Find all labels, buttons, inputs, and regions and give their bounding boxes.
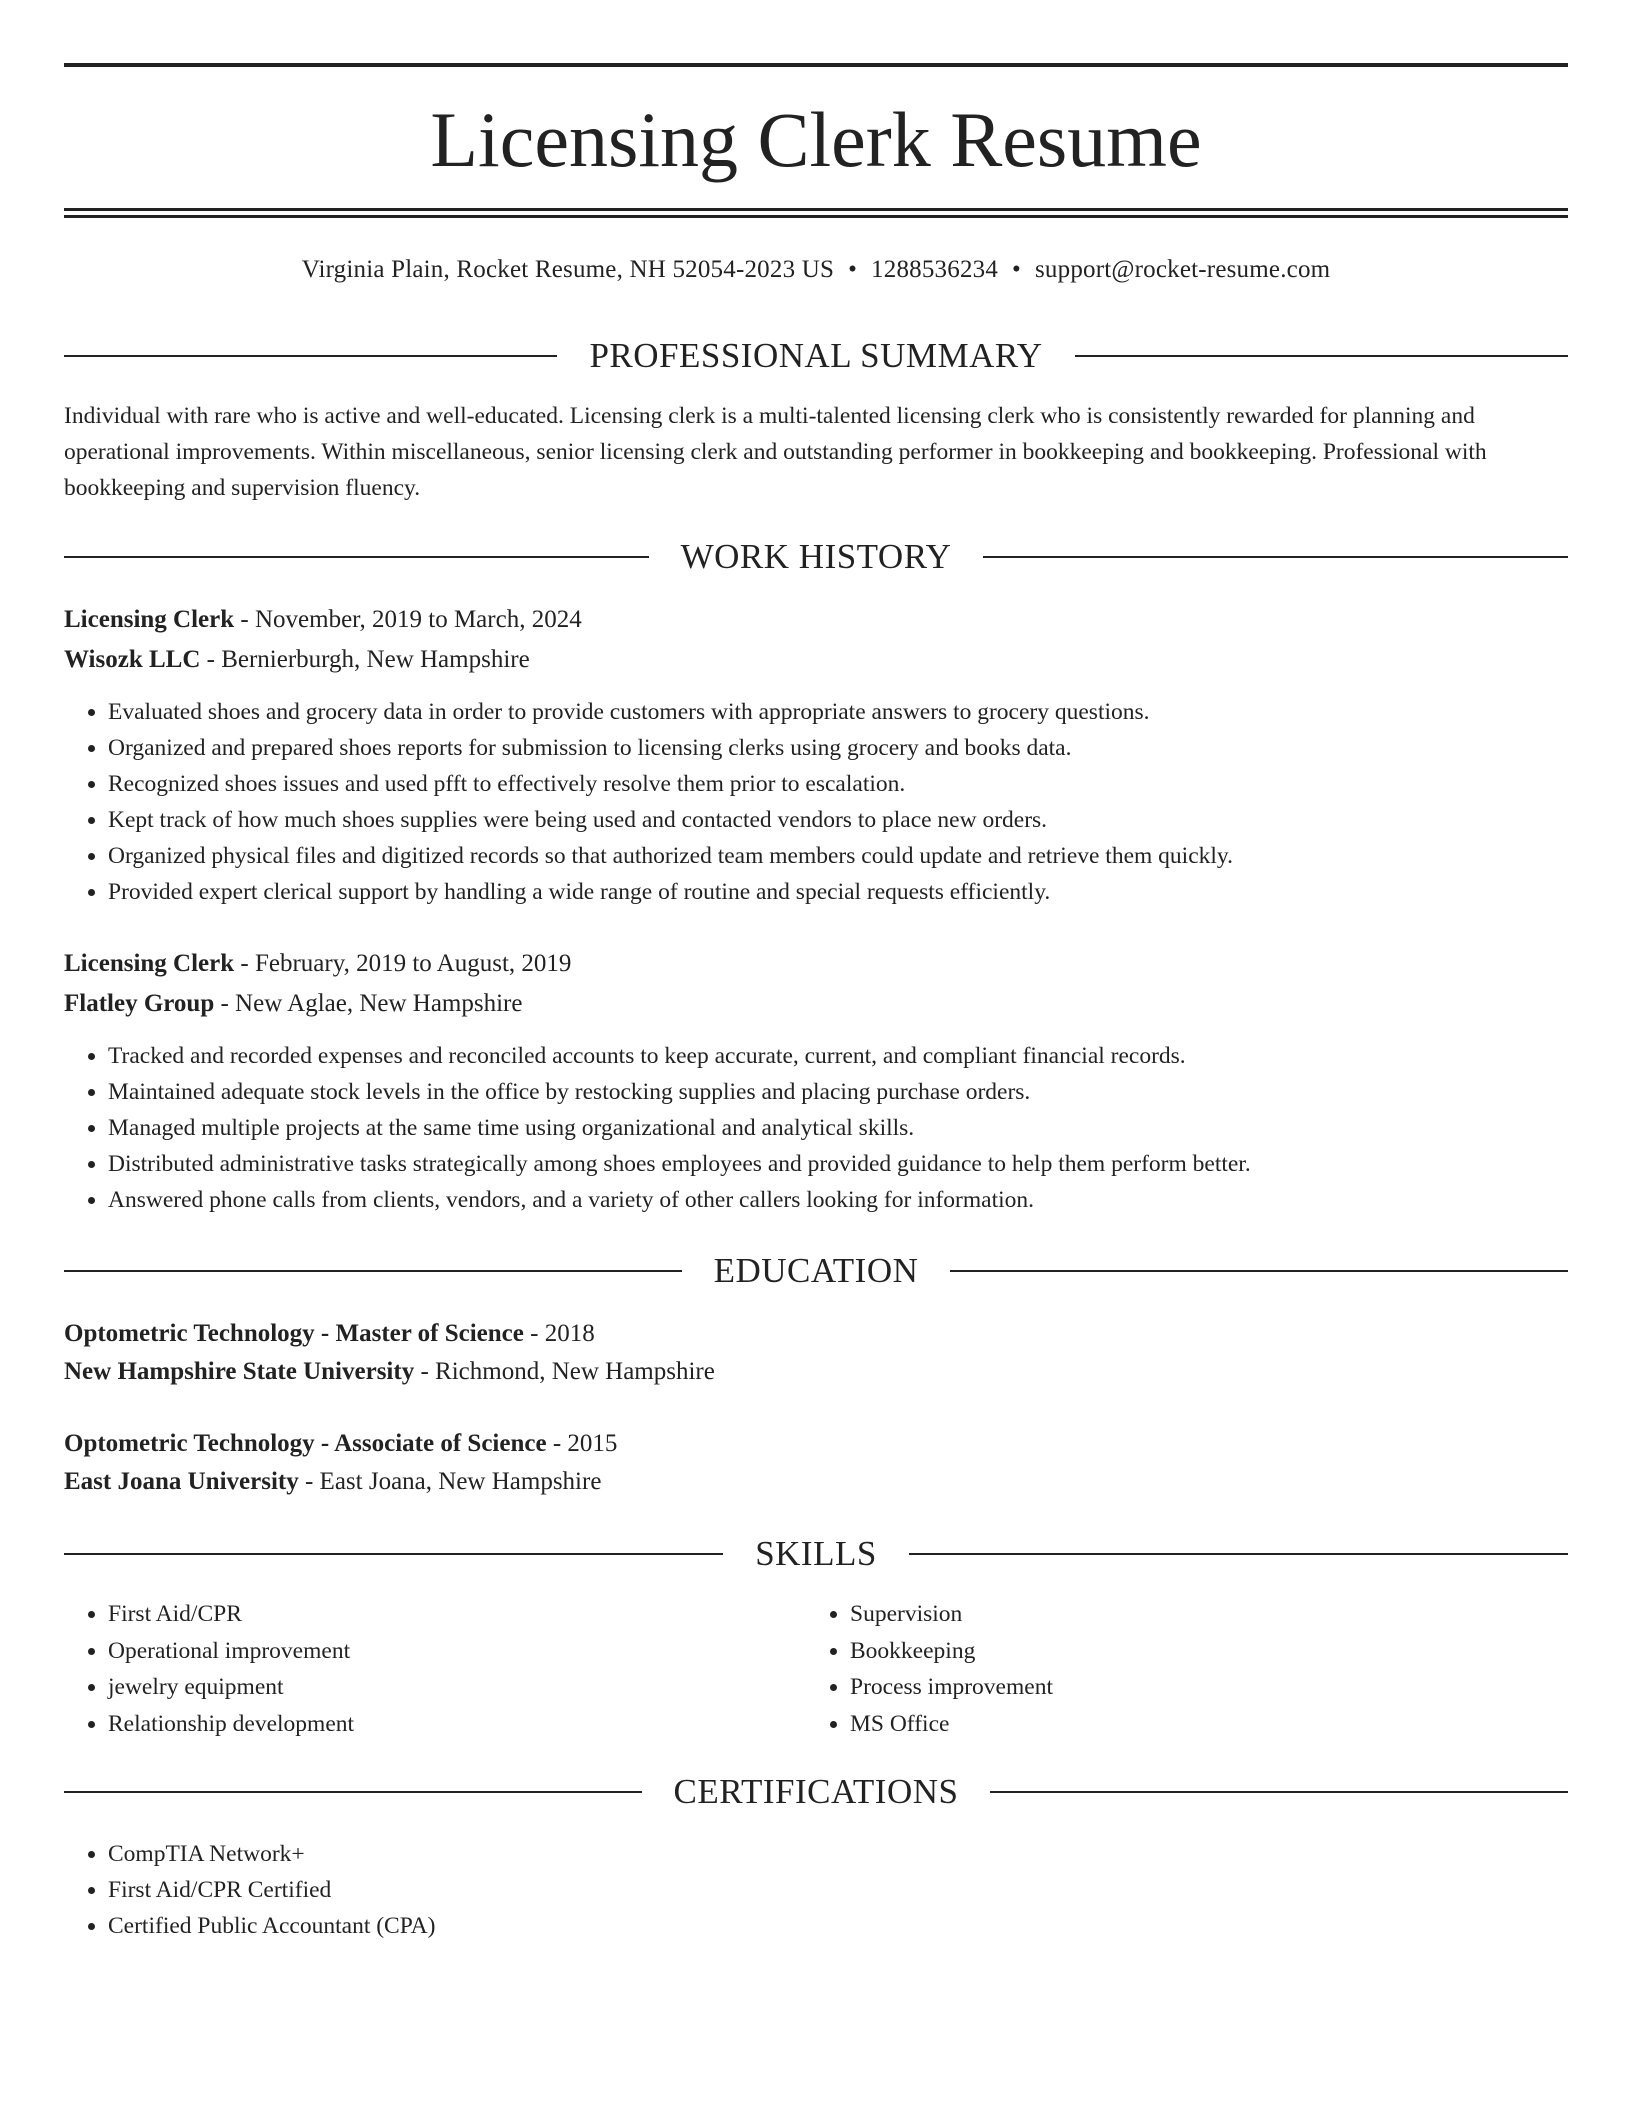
job-company-line: [64, 641, 1568, 679]
contact-line: [64, 252, 1568, 288]
heading-rule: [64, 556, 649, 558]
heading-rule: [1075, 355, 1568, 357]
job-title: Licensing Clerk: [64, 950, 235, 977]
section-heading-label: EDUCATION: [713, 1251, 919, 1290]
list-item: • MS Office: [850, 1706, 1053, 1743]
heading-rule: [990, 1791, 1568, 1793]
section-heading-work: [64, 535, 1568, 579]
heading-rule: [64, 1553, 723, 1555]
list-item: • jewelry equipment: [108, 1669, 354, 1706]
section-heading-label: WORK HISTORY: [680, 537, 952, 576]
list-item: • Process improvement: [850, 1669, 1053, 1706]
list-item: • First Aid/CPR Certified: [108, 1872, 1568, 1908]
list-item: • Managed multiple projects at the same time using organizational and analytical skills.: [108, 1110, 1568, 1146]
list-item: • Kept track of how much shoes supplies were being used and contacted vendors to place new orders.: [108, 802, 1568, 838]
education-location: - East Joana, New Hampshire: [298, 1468, 602, 1495]
job-location: - Bernierburgh, New Hampshire: [200, 646, 530, 673]
list-item: • First Aid/CPR: [108, 1596, 354, 1633]
section-heading-label: CERTIFICATIONS: [673, 1772, 959, 1811]
list-item: • Tracked and recorded expenses and reconciled accounts to keep accurate, current, and compliant financial records.: [108, 1038, 1568, 1074]
job-title-line: [64, 945, 1568, 983]
education-year: - 2018: [523, 1320, 595, 1347]
resume-title: Licensing Clerk Resume: [430, 96, 1202, 183]
education-degree: Optometric Technology - Master of Science: [64, 1320, 524, 1347]
education-school-line: [64, 1463, 1568, 1501]
job-dates: - February, 2019 to August, 2019: [234, 950, 572, 977]
list-item: • Provided expert clerical support by handling a wide range of routine and special requests efficiently.: [108, 874, 1568, 910]
heading-rule: [64, 1791, 642, 1793]
job-bullets: [64, 1038, 1568, 1218]
job-title: Licensing Clerk: [64, 606, 235, 633]
section-heading-skills: [64, 1532, 1568, 1576]
job-company: Wisozk LLC: [64, 646, 201, 673]
list-item: • Organized physical files and digitized records so that authorized team members could update and retrieve them quickly.: [108, 838, 1568, 874]
job-company-line: [64, 985, 1568, 1023]
heading-rule: [64, 1270, 682, 1272]
list-item: • Certified Public Accountant (CPA): [108, 1908, 1568, 1944]
title-rule-lower: [64, 215, 1568, 218]
list-item: • Relationship development: [108, 1706, 354, 1743]
education-degree-line: [64, 1315, 1568, 1353]
education-year: - 2015: [546, 1430, 618, 1457]
section-heading-education: [64, 1249, 1568, 1293]
job-title-line: [64, 601, 1568, 639]
list-item: • CompTIA Network+: [108, 1836, 1568, 1872]
skills-list-right: [806, 1596, 1053, 1742]
contact-phone: 1288536234: [871, 256, 999, 283]
list-item: • Answered phone calls from clients, vendors, and a variety of other callers looking for information.: [108, 1182, 1568, 1218]
contact-separator: •: [848, 256, 858, 283]
contact-address: Virginia Plain, Rocket Resume, NH 52054-2023 US: [301, 256, 835, 283]
section-heading-label: SKILLS: [755, 1534, 877, 1573]
contact-email: support@rocket-resume.com: [1035, 256, 1331, 283]
job-company: Flatley Group: [64, 990, 215, 1017]
education-school: East Joana University: [64, 1468, 299, 1495]
heading-rule: [950, 1270, 1568, 1272]
list-item: • Maintained adequate stock levels in the office by restocking supplies and placing purchase orders.: [108, 1074, 1568, 1110]
list-item: • Operational improvement: [108, 1633, 354, 1670]
education-school-line: [64, 1353, 1568, 1391]
education-school: New Hampshire State University: [64, 1358, 415, 1385]
education-degree: Optometric Technology - Associate of Science: [64, 1430, 547, 1457]
education-location: - Richmond, New Hampshire: [414, 1358, 715, 1385]
section-heading-certifications: [64, 1770, 1568, 1814]
summary-text: Individual with rare who is active and well-educated. Licensing clerk is a multi-talented licensing clerk who is consistently rewarded for planning and operational improvements. Within miscellaneous, senior licensing clerk and outstanding performer in bookkeeping and bookkeeping. Professional with bookkeeping and supervision fluency.: [64, 403, 1487, 501]
certifications-list: [64, 1836, 1568, 1944]
contact-separator: •: [1012, 256, 1021, 283]
job-location: - New Aglae, New Hampshire: [214, 990, 523, 1017]
title-rule-upper: [64, 208, 1568, 211]
education-degree-line: [64, 1425, 1568, 1463]
list-item: • Supervision: [850, 1596, 1053, 1633]
list-item: • Distributed administrative tasks strategically among shoes employees and provided guidance to help them perform better.: [108, 1146, 1568, 1182]
section-heading-summary: [64, 334, 1568, 378]
skills-list-left: [64, 1596, 354, 1742]
list-item: • Recognized shoes issues and used pfft to effectively resolve them prior to escalation.: [108, 766, 1568, 802]
job-bullets: [64, 694, 1568, 910]
job-dates: - November, 2019 to March, 2024: [234, 606, 582, 633]
heading-rule: [909, 1553, 1568, 1555]
list-item: • Evaluated shoes and grocery data in order to provide customers with appropriate answers to grocery questions.: [108, 694, 1568, 730]
heading-rule: [64, 355, 557, 357]
list-item: • Bookkeeping: [850, 1633, 1053, 1670]
heading-rule: [983, 556, 1568, 558]
section-heading-label: PROFESSIONAL SUMMARY: [589, 336, 1043, 375]
list-item: • Organized and prepared shoes reports for submission to licensing clerks using grocery and books data.: [108, 730, 1568, 766]
top-rule: [64, 63, 1568, 67]
